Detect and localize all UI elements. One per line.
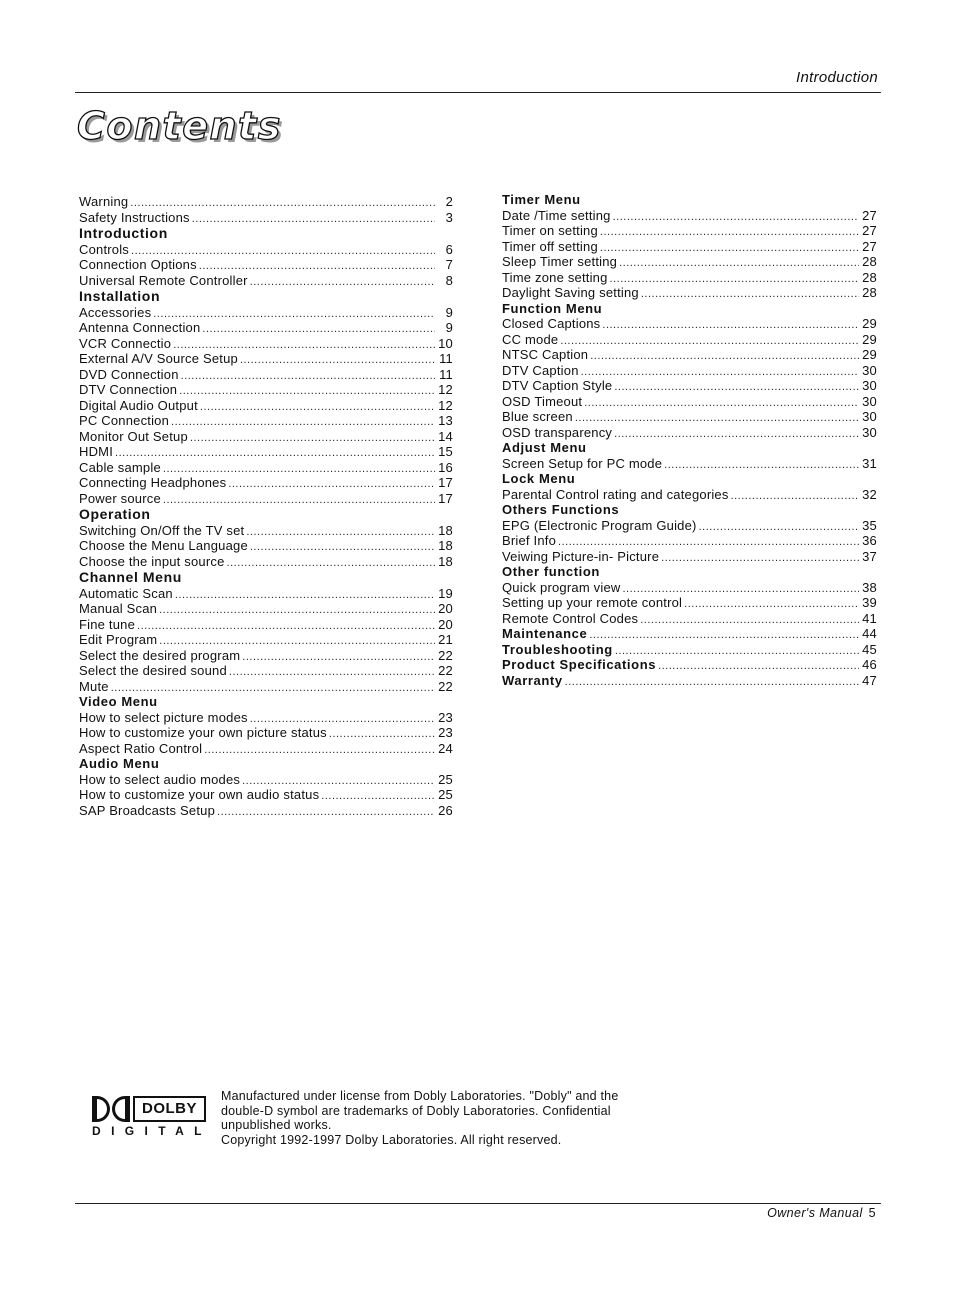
- toc-entry: [79, 351, 453, 367]
- toc-page-number: 41: [862, 610, 877, 626]
- toc-leader-dots: [130, 197, 435, 209]
- toc-page-number: 32: [862, 486, 877, 502]
- toc-page-number: 35: [862, 517, 877, 533]
- toc-page-number: 22: [438, 663, 453, 678]
- footer-label: Owner's Manual: [767, 1206, 863, 1220]
- toc-entry-title: DTV Connection: [79, 382, 178, 397]
- toc-page-number: 27: [862, 238, 877, 254]
- toc-leader-dots: [664, 459, 859, 471]
- toc-leader-dots: [111, 682, 435, 694]
- toc-entry-title: Cable sample: [79, 459, 161, 475]
- toc-leader-dots: [619, 257, 859, 269]
- toc-entry: [79, 398, 453, 414]
- toc-page-number: 28: [862, 254, 877, 269]
- toc-entry: [79, 475, 453, 491]
- toc-leader-dots: [202, 323, 435, 335]
- toc-entry: [502, 533, 877, 549]
- toc-entry: [79, 273, 453, 289]
- toc-entry-title: EPG (Electronic Program Guide): [502, 517, 697, 533]
- toc-leader-dots: [699, 521, 859, 533]
- dolby-logo-digital: DIGITAL: [92, 1124, 212, 1138]
- toc-leader-dots: [137, 620, 435, 632]
- dolby-license-notice: [221, 1089, 618, 1147]
- toc-page-number: 2: [445, 194, 453, 209]
- toc-entry: [79, 803, 453, 819]
- toc-entry-title: Switching On/Off the TV set: [79, 522, 245, 538]
- toc-leader-dots: [575, 412, 859, 424]
- toc-leader-dots: [217, 806, 435, 818]
- toc-page-number: 20: [438, 601, 453, 616]
- toc-page-number: 47: [862, 672, 877, 688]
- toc-leader-dots: [131, 245, 435, 257]
- toc-entry-title: Adjust Menu: [502, 440, 587, 455]
- toc-entry-title: Timer Menu: [502, 192, 581, 207]
- toc-entry-title: Timer off setting: [502, 238, 598, 254]
- toc-entry-title: Brief Info: [502, 533, 557, 548]
- toc-entry: [502, 378, 877, 394]
- toc-page-number: 36: [862, 533, 877, 548]
- toc-entry-title: How to customize your own picture status: [79, 725, 327, 740]
- toc-left-column: [79, 194, 453, 818]
- toc-entry-title: Daylight Saving setting: [502, 285, 639, 300]
- toc-entry: [502, 549, 877, 565]
- toc-leader-dots: [181, 370, 435, 382]
- toc-leader-dots: [163, 463, 435, 475]
- toc-leader-dots: [614, 381, 859, 393]
- toc-entry: [79, 429, 453, 445]
- toc-entry: [502, 518, 877, 534]
- toc-entry-title: OSD transparency: [502, 424, 613, 440]
- toc-entry: [79, 601, 453, 617]
- toc-entry: [79, 257, 453, 273]
- toc-leader-dots: [199, 260, 435, 272]
- toc-page-number: 10: [438, 335, 453, 351]
- toc-leader-dots: [171, 416, 435, 428]
- toc-leader-dots: [661, 552, 859, 564]
- toc-leader-dots: [584, 397, 859, 409]
- toc-leader-dots: [589, 629, 859, 641]
- toc-entry-title: Troubleshooting: [502, 641, 613, 657]
- toc-entry-title: External A/V Source Setup: [79, 351, 238, 366]
- license-line: double-D symbol are trademarks of Dobly Laboratories. Confidential: [221, 1103, 611, 1118]
- toc-section-heading: [502, 502, 877, 518]
- toc-leader-dots: [192, 213, 435, 225]
- toc-entry: [79, 679, 453, 695]
- toc-entry: [79, 663, 453, 679]
- toc-leader-dots: [600, 242, 859, 254]
- toc-entry: [502, 611, 877, 627]
- toc-leader-dots: [190, 432, 435, 444]
- dolby-digital-logo: [92, 1096, 210, 1140]
- toc-page-number: 26: [438, 802, 453, 818]
- toc-entry: [502, 363, 877, 379]
- toc-page-number: 30: [862, 393, 877, 409]
- toc-entry-title: Parental Control rating and categories: [502, 486, 729, 502]
- toc-entry-title: Screen Setup for PC mode: [502, 455, 663, 471]
- toc-entry-title: Safety Instructions: [79, 209, 190, 225]
- toc-page-number: 28: [862, 269, 877, 285]
- toc-leader-dots: [658, 660, 859, 672]
- toc-entry-title: Veiwing Picture-in- Picture: [502, 548, 660, 564]
- toc-page-number: 30: [862, 424, 877, 440]
- toc-entry: [79, 538, 453, 554]
- toc-entry-title: Antenna Connection: [79, 320, 201, 335]
- toc-entry: [79, 305, 453, 321]
- page-number: 5: [868, 1206, 876, 1220]
- toc-entry-title: Operation: [79, 506, 151, 522]
- toc-page-number: 12: [438, 382, 453, 397]
- toc-page-number: 18: [438, 538, 453, 553]
- toc-page-number: 15: [438, 444, 453, 459]
- toc-entry-title: Warranty: [502, 672, 563, 688]
- toc-page-number: 6: [445, 241, 453, 257]
- toc-page-number: 37: [862, 548, 877, 564]
- toc-leader-dots: [200, 401, 435, 413]
- toc-entry-title: Select the desired program: [79, 647, 241, 663]
- toc-page-number: 18: [438, 522, 453, 538]
- toc-page-number: 39: [862, 595, 877, 610]
- toc-entry-title: Fine tune: [79, 616, 136, 632]
- toc-entry-title: OSD Timeout: [502, 393, 583, 409]
- toc-entry-title: Quick program view: [502, 579, 621, 595]
- toc-entry-title: Sleep Timer setting: [502, 254, 618, 269]
- toc-leader-dots: [600, 226, 859, 238]
- toc-entry: [502, 208, 877, 224]
- toc-entry: [79, 367, 453, 383]
- toc-page-number: 30: [862, 409, 877, 424]
- toc-page-number: 24: [438, 740, 453, 756]
- toc-entry: [502, 347, 877, 363]
- toc-entry-title: Manual Scan: [79, 601, 158, 616]
- toc-entry-title: Digital Audio Output: [79, 397, 198, 413]
- toc-entry: [502, 456, 877, 472]
- section-label: Introduction: [796, 69, 878, 86]
- toc-leader-dots: [684, 598, 859, 610]
- toc-leader-dots: [159, 604, 435, 616]
- toc-section-heading: [502, 471, 877, 487]
- toc-page-number: 46: [862, 657, 877, 672]
- toc-section-heading: [79, 569, 453, 586]
- toc-entry-title: NTSC Caption: [502, 347, 589, 362]
- toc-section-heading: [79, 506, 453, 523]
- toc-entry-title: How to customize your own audio status: [79, 787, 320, 802]
- toc-entry-title: CC mode: [502, 331, 559, 347]
- license-line: Copyright 1992-1997 Dolby Laboratories. All right reserved.: [221, 1132, 562, 1147]
- toc-entry-title: Aspect Ratio Control: [79, 740, 203, 756]
- toc-entry-title: Others Functions: [502, 502, 620, 517]
- toc-page-number: 18: [438, 553, 453, 569]
- toc-page-number: 20: [438, 616, 453, 632]
- toc-entry-title: Function Menu: [502, 300, 603, 316]
- toc-entry-title: Setting up your remote control: [502, 595, 683, 610]
- toc-leader-dots: [163, 494, 435, 506]
- toc-entry-title: HDMI: [79, 444, 114, 459]
- toc-section-heading: [79, 288, 453, 305]
- toc-section-heading: [502, 440, 877, 456]
- toc-entry-title: Blue screen: [502, 409, 573, 424]
- toc-entry-title: Universal Remote Controller: [79, 272, 248, 288]
- toc-entry: [502, 580, 877, 596]
- toc-entry: [502, 394, 877, 410]
- toc-leader-dots: [246, 526, 435, 538]
- header-divider: [75, 92, 881, 93]
- toc-entry-title: Introduction: [79, 225, 168, 241]
- toc-page-number: 27: [862, 223, 877, 238]
- toc-entry: [79, 787, 453, 803]
- toc-entry: [502, 270, 877, 286]
- toc-entry-title: Closed Captions: [502, 316, 601, 331]
- toc-entry: [79, 586, 453, 602]
- toc-entry: [502, 657, 877, 673]
- toc-entry-title: Connection Options: [79, 257, 197, 272]
- toc-page-number: 11: [439, 366, 453, 382]
- toc-page-number: 31: [862, 455, 877, 471]
- toc-leader-dots: [602, 319, 859, 331]
- toc-leader-dots: [565, 676, 859, 688]
- toc-leader-dots: [614, 428, 859, 440]
- toc-leader-dots: [250, 713, 435, 725]
- toc-entry-title: Time zone setting: [502, 269, 608, 285]
- toc-entry: [79, 382, 453, 398]
- toc-entry-title: DVD Connection: [79, 366, 179, 382]
- toc-entry-title: SAP Broadcasts Setup: [79, 802, 216, 818]
- dolby-logo-word: DOLBY: [133, 1096, 206, 1122]
- toc-page-number: 25: [438, 771, 453, 787]
- toc-entry: [79, 648, 453, 664]
- toc-leader-dots: [622, 583, 859, 595]
- toc-entry-title: How to select audio modes: [79, 771, 241, 787]
- toc-leader-dots: [175, 589, 435, 601]
- toc-leader-dots: [242, 651, 435, 663]
- toc-page-number: 14: [438, 428, 453, 444]
- page-footer: [767, 1206, 876, 1220]
- toc-page-number: 22: [438, 678, 453, 694]
- toc-page-number: 7: [445, 257, 453, 272]
- toc-leader-dots: [250, 541, 435, 553]
- toc-entry-title: Other function: [502, 564, 600, 579]
- toc-entry-title: Date /Time setting: [502, 207, 611, 223]
- toc-entry-title: Power source: [79, 490, 161, 506]
- toc-entry-title: VCR Connectio: [79, 335, 172, 351]
- toc-entry: [502, 285, 877, 301]
- toc-entry-title: Mute: [79, 678, 109, 694]
- toc-page-number: 13: [438, 413, 453, 428]
- toc-entry-title: Choose the input source: [79, 553, 225, 569]
- toc-section-heading: [502, 564, 877, 580]
- toc-leader-dots: [229, 666, 435, 678]
- toc-entry: [502, 223, 877, 239]
- toc-entry-title: Video Menu: [79, 694, 158, 709]
- toc-entry: [79, 772, 453, 788]
- toc-entry: [79, 554, 453, 570]
- toc-page-number: 29: [862, 316, 877, 331]
- toc-page-number: 23: [438, 709, 453, 725]
- toc-leader-dots: [640, 614, 859, 626]
- toc-entry-title: Audio Menu: [79, 756, 160, 771]
- double-d-icon: [92, 1096, 130, 1122]
- toc-page-number: 9: [445, 304, 453, 320]
- toc-leader-dots: [227, 557, 435, 569]
- toc-leader-dots: [242, 775, 435, 787]
- toc-entry: [79, 320, 453, 336]
- toc-entry: [79, 632, 453, 648]
- toc-entry: [79, 413, 453, 429]
- toc-entry: [502, 239, 877, 255]
- toc-page-number: 29: [862, 347, 877, 362]
- toc-page-number: 9: [445, 320, 453, 335]
- toc-entry-title: Choose the Menu Language: [79, 538, 248, 553]
- toc-entry-title: Warning: [79, 194, 129, 209]
- toc-section-heading: [502, 192, 877, 208]
- toc-entry: [79, 725, 453, 741]
- toc-entry-title: Controls: [79, 241, 130, 257]
- toc-page-number: 30: [862, 362, 877, 378]
- page-title: Contents: [77, 104, 282, 148]
- toc-leader-dots: [179, 385, 435, 397]
- toc-page-number: 29: [862, 331, 877, 347]
- toc-page-number: 44: [862, 626, 877, 641]
- toc-entry-title: Select the desired sound: [79, 663, 227, 678]
- toc-leader-dots: [641, 288, 859, 300]
- toc-page-number: 45: [862, 641, 877, 657]
- toc-entry: [79, 491, 453, 507]
- toc-leader-dots: [610, 273, 859, 285]
- toc-page-number: 17: [438, 475, 453, 490]
- toc-section-heading: [79, 756, 453, 772]
- toc-entry-title: Lock Menu: [502, 471, 576, 486]
- toc-entry-title: DTV Caption Style: [502, 378, 613, 393]
- toc-leader-dots: [731, 490, 859, 502]
- toc-leader-dots: [250, 276, 435, 288]
- toc-entry-title: Accessories: [79, 304, 152, 320]
- toc-page-number: 17: [438, 490, 453, 506]
- toc-page-number: 30: [862, 378, 877, 393]
- toc-leader-dots: [581, 366, 859, 378]
- toc-entry: [502, 626, 877, 642]
- toc-entry-title: Automatic Scan: [79, 585, 173, 601]
- toc-page-number: 28: [862, 285, 877, 300]
- toc-entry: [502, 409, 877, 425]
- toc-leader-dots: [615, 645, 859, 657]
- toc-entry: [79, 194, 453, 210]
- toc-entry: [502, 425, 877, 441]
- toc-page-number: 21: [438, 632, 453, 647]
- toc-entry: [502, 316, 877, 332]
- toc-section-heading: [502, 301, 877, 317]
- toc-entry-title: Connecting Headphones: [79, 475, 227, 490]
- toc-entry: [79, 617, 453, 633]
- toc-leader-dots: [153, 308, 435, 320]
- toc-page-number: 22: [438, 647, 453, 663]
- toc-entry-title: How to select picture modes: [79, 709, 248, 725]
- toc-entry-title: PC Connection: [79, 413, 170, 428]
- toc-leader-dots: [321, 790, 435, 802]
- toc-entry: [79, 741, 453, 757]
- toc-entry: [79, 242, 453, 258]
- toc-entry-title: Product Specifications: [502, 657, 657, 672]
- footer-divider: [75, 1203, 881, 1204]
- toc-entry: [79, 523, 453, 539]
- toc-leader-dots: [240, 354, 435, 366]
- toc-leader-dots: [613, 211, 859, 223]
- toc-entry: [502, 487, 877, 503]
- toc-entry: [79, 210, 453, 226]
- toc-entry-title: Maintenance: [502, 626, 588, 641]
- license-line: unpublished works.: [221, 1118, 332, 1132]
- toc-page-number: 23: [438, 725, 453, 740]
- toc-entry: [79, 710, 453, 726]
- toc-entry: [502, 332, 877, 348]
- toc-entry-title: Installation: [79, 288, 161, 304]
- toc-right-column: [502, 192, 877, 688]
- toc-leader-dots: [590, 350, 859, 362]
- toc-page-number: 16: [438, 459, 453, 475]
- toc-entry: [502, 595, 877, 611]
- toc-entry-title: DTV Caption: [502, 362, 579, 378]
- toc-entry: [79, 336, 453, 352]
- toc-leader-dots: [159, 635, 435, 647]
- toc-page-number: 8: [445, 272, 453, 288]
- toc-entry-title: Remote Control Codes: [502, 610, 639, 626]
- toc-entry: [502, 642, 877, 658]
- toc-entry-title: Edit Program: [79, 632, 158, 647]
- toc-entry: [502, 673, 877, 689]
- toc-page-number: 38: [862, 579, 877, 595]
- license-line: Manufactured under license from Dobly Laboratories. "Dobly" and the: [221, 1089, 619, 1103]
- toc-section-heading: [79, 694, 453, 710]
- toc-page-number: 19: [438, 585, 453, 601]
- toc-entry-title: Channel Menu: [79, 569, 182, 585]
- toc-leader-dots: [173, 339, 435, 351]
- toc-leader-dots: [329, 728, 435, 740]
- toc-page-number: 25: [438, 787, 453, 802]
- toc-leader-dots: [204, 744, 435, 756]
- toc-entry-title: Monitor Out Setup: [79, 428, 188, 444]
- toc-page-number: 27: [862, 207, 877, 223]
- toc-entry-title: Timer on setting: [502, 223, 598, 238]
- toc-page-number: 11: [439, 351, 453, 366]
- toc-entry: [502, 254, 877, 270]
- toc-entry: [79, 444, 453, 460]
- toc-section-heading: [79, 225, 453, 242]
- toc-page-number: 3: [445, 209, 453, 225]
- toc-leader-dots: [115, 447, 435, 459]
- toc-leader-dots: [558, 536, 859, 548]
- toc-leader-dots: [228, 478, 435, 490]
- toc-entry: [79, 460, 453, 476]
- toc-leader-dots: [560, 335, 859, 347]
- toc-page-number: 12: [438, 397, 453, 413]
